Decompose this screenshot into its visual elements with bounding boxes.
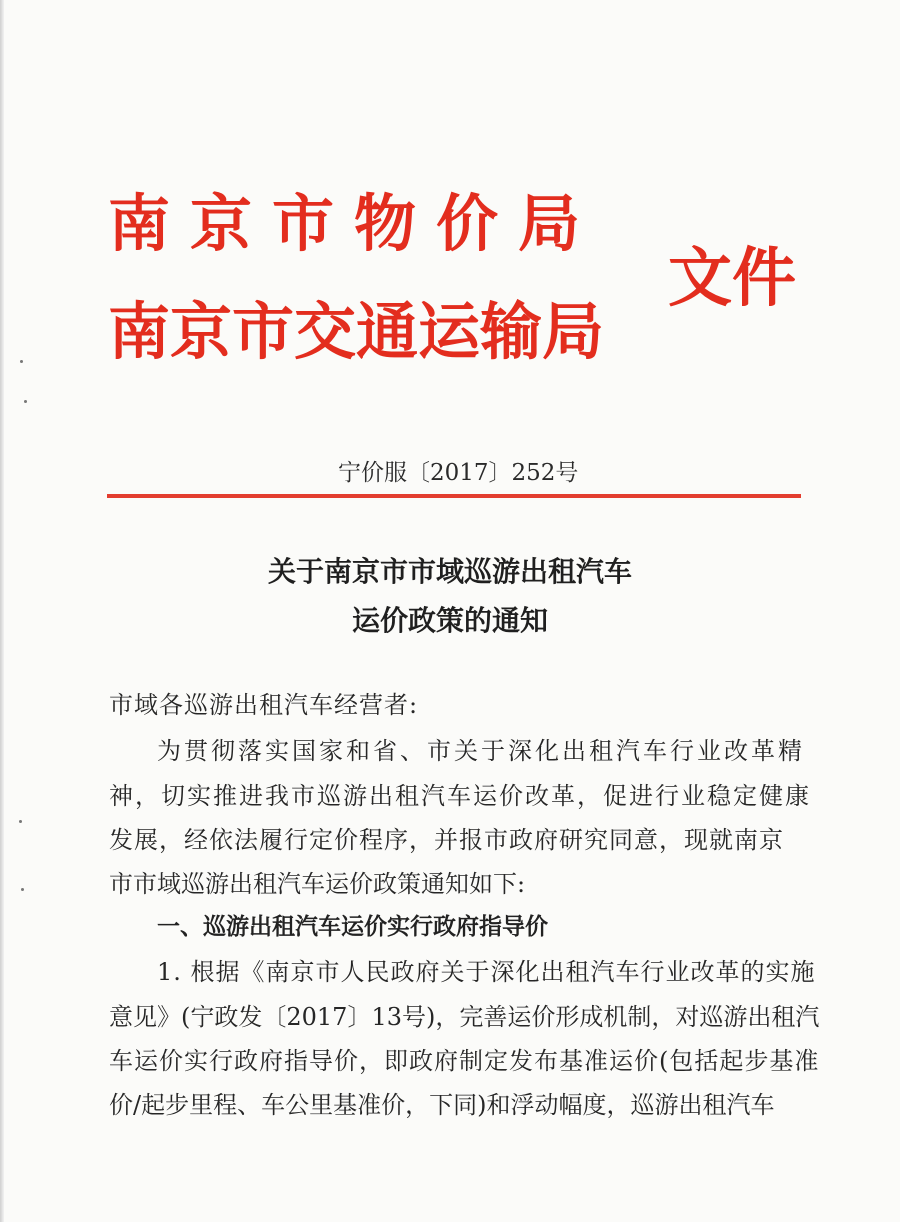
- body-text-line: 为贯彻落实国家和省、市关于深化出租汽车行业改革精: [157, 737, 805, 765]
- body-text-line: 意见》(宁政发〔2017〕13号)，完善运价形成机制，对巡游出租汽: [109, 1003, 820, 1031]
- issuing-agency-transport-bureau: 南京市交通运输局: [108, 295, 605, 368]
- issuing-agency-price-bureau: 南京市物价局: [108, 187, 601, 260]
- document-salutation: 市域各巡游出租汽车经营者:: [109, 691, 419, 719]
- document-type-label: 文件: [668, 242, 796, 316]
- document-number: 宁价服〔2017〕252号: [338, 460, 579, 486]
- red-separator-rule: [107, 494, 801, 498]
- document-title-line: 关于南京市市域巡游出租汽车: [267, 555, 632, 588]
- body-text-line: 发展，经依法履行定价程序，并报市政府研究同意，现就南京: [109, 826, 784, 854]
- body-text-line: 车运价实行政府指导价，即政府制定发布基准运价(包括起步基准: [109, 1047, 820, 1075]
- body-text-line: 神，切实推进我市巡游出租汽车运价改革，促进行业稳定健康: [109, 782, 811, 810]
- body-text-line: 价/起步里程、车公里基准价，下同)和浮动幅度，巡游出租汽车: [109, 1091, 775, 1119]
- section-heading: 一、巡游出租汽车运价实行政府指导价: [157, 914, 548, 940]
- body-text-line: 市市域巡游出租汽车运价政策通知如下:: [109, 870, 526, 898]
- scan-speck: [24, 400, 27, 403]
- scan-speck: [19, 820, 22, 823]
- scan-speck: [21, 888, 24, 891]
- document-title-line: 运价政策的通知: [351, 604, 548, 637]
- scan-speck: [20, 360, 23, 363]
- body-text-line: 1. 根据《南京市人民政府关于深化出租汽车行业改革的实施: [157, 958, 816, 986]
